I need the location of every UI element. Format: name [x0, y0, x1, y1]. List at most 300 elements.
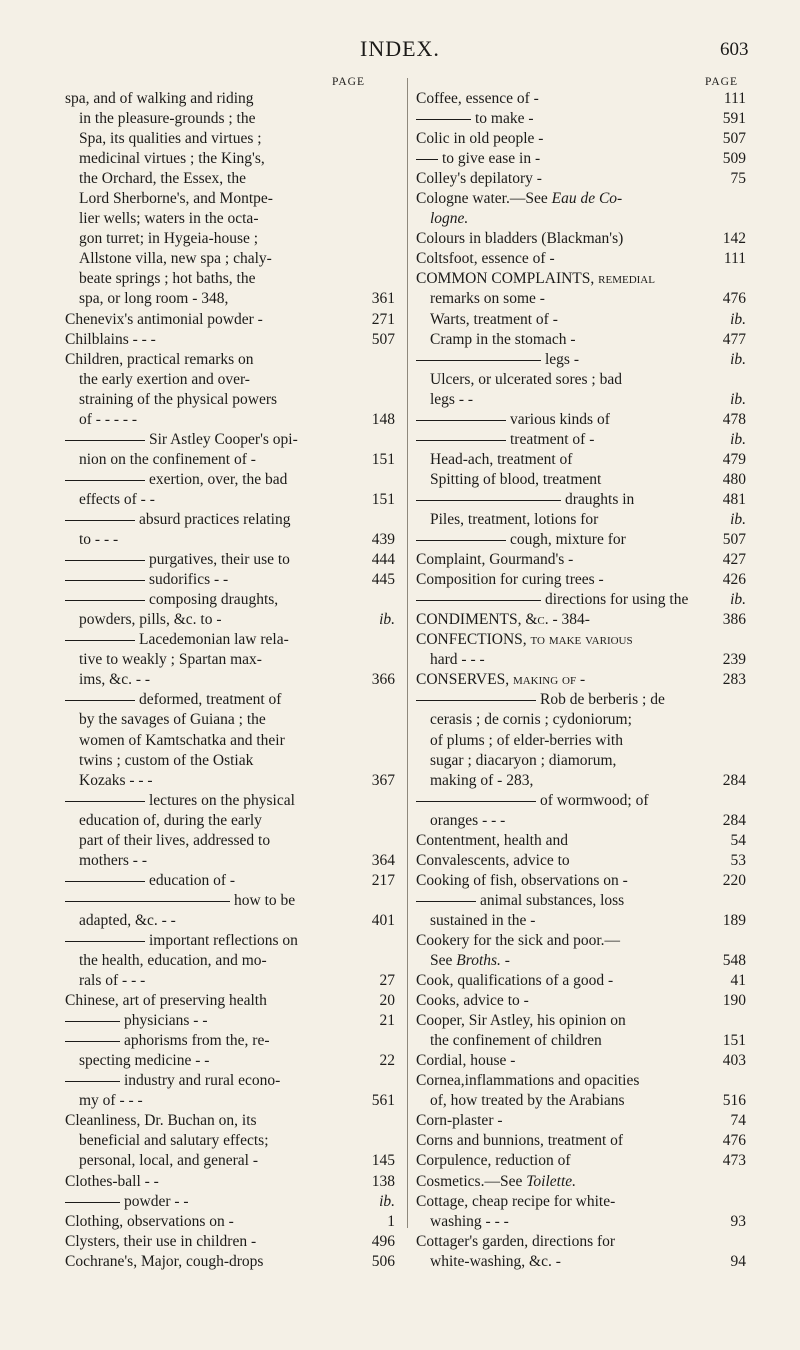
entry-text: Head-ach, treatment of — [430, 450, 573, 468]
entry-text: of - - - - - — [79, 410, 138, 428]
entry-text: Ulcers, or ulcerated sores ; bad — [430, 370, 622, 388]
entry-text: remarks on some - — [430, 290, 545, 308]
index-entry — [416, 570, 746, 590]
entry-text: industry and rural econo- — [65, 1071, 395, 1091]
index-entry — [416, 510, 746, 530]
ditto-dash — [65, 480, 145, 481]
index-entry — [416, 931, 746, 951]
entry-page: 445 — [371, 571, 395, 589]
entry-text: various kinds of — [416, 410, 690, 430]
ditto-dash — [65, 700, 135, 701]
index-entry — [65, 1071, 395, 1091]
entry-text: CONFECTIONS, to make various — [416, 631, 633, 649]
ditto-dash — [65, 901, 230, 902]
entry-text: Rob de berberis ; de — [416, 690, 746, 710]
entry-text: to - - - — [79, 531, 119, 549]
entry-page: 190 — [722, 992, 746, 1010]
entry-page: 480 — [722, 470, 746, 488]
index-entry — [416, 951, 746, 971]
ditto-dash — [65, 560, 145, 561]
entry-page: 473 — [722, 1152, 746, 1170]
index-entry — [416, 1212, 746, 1232]
index-entry — [65, 149, 395, 169]
entry-page: 426 — [722, 571, 746, 589]
entry-page: 21 — [379, 1012, 395, 1030]
index-entry — [416, 470, 746, 490]
index-entry — [65, 570, 395, 590]
index-entry — [416, 771, 746, 791]
entry-page: 111 — [723, 90, 746, 107]
index-entry — [65, 971, 395, 991]
entry-page: 401 — [371, 911, 395, 929]
index-entry — [416, 811, 746, 831]
ditto-dash — [65, 1021, 120, 1022]
entry-text: Corn-plaster - — [416, 1112, 503, 1130]
entry-text: effects of - - — [79, 490, 155, 508]
ditto-dash — [416, 360, 541, 361]
entry-text: making of - 283, — [430, 771, 534, 789]
page-title: INDEX. — [360, 36, 440, 61]
index-entry — [65, 630, 395, 650]
entry-text: cerasis ; de cornis ; cydoniorum; — [430, 711, 632, 729]
entry-text: Spa, its qualities and virtues ; — [79, 130, 262, 148]
entry-page: 507 — [722, 130, 746, 148]
index-entry — [416, 310, 746, 330]
entry-text: in the pleasure-grounds ; the — [79, 110, 256, 128]
index-entry — [65, 851, 395, 871]
entry-text: ims, &c. - - — [79, 671, 151, 689]
entry-text: rals of - - - — [79, 972, 146, 990]
index-entry — [416, 971, 746, 991]
ditto-dash — [416, 420, 506, 421]
entry-page: 496 — [371, 1232, 395, 1250]
index-entry — [416, 1031, 746, 1051]
index-entry — [416, 1252, 746, 1272]
index-entry — [416, 851, 746, 871]
index-entry — [65, 771, 395, 791]
index-column-left — [65, 75, 395, 1272]
ditto-dash — [416, 440, 506, 441]
index-entry — [65, 1051, 395, 1071]
index-entry — [65, 931, 395, 951]
entry-page: 151 — [371, 450, 395, 468]
index-entry — [65, 109, 395, 129]
entry-text: Cramp in the stomach - — [430, 330, 576, 348]
entry-text: Colours in bladders (Blackman's) — [416, 230, 624, 248]
entry-text: washing - - - — [430, 1212, 509, 1230]
entry-text: women of Kamtschatka and their — [79, 731, 285, 749]
index-entry — [65, 450, 395, 470]
index-entry — [416, 289, 746, 309]
entry-page: 507 — [371, 330, 395, 348]
entry-page: 476 — [722, 290, 746, 308]
entry-text: CONDIMENTS, &c. - 384- — [416, 611, 590, 629]
entry-page: 591 — [722, 110, 746, 128]
entry-text: straining of the physical powers — [79, 390, 278, 408]
index-entry — [65, 1192, 395, 1212]
entry-text: Cochrane's, Major, cough-drops — [65, 1252, 264, 1270]
index-entry — [416, 690, 746, 710]
index-entry — [416, 891, 746, 911]
entry-text: Kozaks - - - — [79, 771, 153, 789]
entry-page: 54 — [730, 831, 746, 849]
entry-page: 516 — [722, 1092, 746, 1110]
index-entry — [65, 871, 395, 891]
ditto-dash — [65, 801, 145, 802]
entry-text: the health, education, and mo- — [79, 952, 267, 970]
column-page-label: PAGE — [705, 76, 738, 88]
ditto-dash — [65, 941, 145, 942]
entry-text: Clothing, observations on - — [65, 1212, 234, 1230]
index-entry — [416, 550, 746, 570]
entry-text: spa, and of walking and riding — [65, 90, 254, 107]
index-entry — [65, 390, 395, 410]
index-entry — [416, 1131, 746, 1151]
entry-text: my of - - - — [79, 1092, 143, 1110]
entry-page: 439 — [371, 531, 395, 549]
index-entry — [416, 731, 746, 751]
entry-text: Cook, qualifications of a good - — [416, 972, 614, 990]
index-entry — [416, 129, 746, 149]
entry-page: 94 — [730, 1252, 746, 1270]
entry-page: 27 — [379, 972, 395, 990]
index-entry — [416, 330, 746, 350]
index-entry — [65, 1151, 395, 1171]
index-entry — [65, 1031, 395, 1051]
index-entry — [65, 1111, 395, 1131]
index-entry — [65, 831, 395, 851]
index-entry — [416, 630, 746, 650]
ditto-dash — [65, 1041, 120, 1042]
ditto-dash — [65, 600, 145, 601]
index-entry — [65, 289, 395, 309]
index-entry — [65, 129, 395, 149]
index-entry — [65, 510, 395, 530]
entry-page: 151 — [371, 490, 395, 508]
entry-text: directions for using the — [416, 590, 690, 610]
index-entry — [416, 751, 746, 771]
index-entry — [65, 1131, 395, 1151]
entry-text: how to be — [65, 891, 395, 911]
entry-text: Spitting of blood, treatment — [430, 470, 602, 488]
index-entry — [416, 390, 746, 410]
index-entry — [65, 490, 395, 510]
index-entry — [416, 871, 746, 891]
entry-page: 506 — [371, 1252, 395, 1270]
entry-page: ib. — [379, 611, 395, 629]
entry-text: Warts, treatment of - — [430, 310, 558, 328]
entry-text: Chenevix's antimonial powder - — [65, 310, 263, 328]
ditto-dash — [65, 1081, 120, 1082]
entry-text: part of their lives, addressed to — [79, 831, 271, 849]
entry-text: Cookery for the sick and poor.— — [416, 931, 621, 949]
entry-text: oranges - - - — [430, 811, 506, 829]
index-entry — [65, 269, 395, 289]
entry-page: 284 — [722, 771, 746, 789]
index-entry — [416, 1192, 746, 1212]
index-entry — [65, 590, 395, 610]
ditto-dash — [65, 440, 145, 441]
entry-page: 53 — [730, 851, 746, 869]
index-entry — [65, 330, 395, 350]
index-entry — [65, 209, 395, 229]
page-header — [0, 20, 800, 60]
index-entry — [416, 1011, 746, 1031]
entry-text: powder - - — [65, 1192, 345, 1212]
entry-page: ib. — [730, 390, 746, 408]
entry-text: treatment of - — [416, 430, 690, 450]
entry-page: ib. — [379, 1192, 395, 1210]
index-entry — [416, 209, 746, 229]
entry-page: 284 — [722, 811, 746, 829]
entry-text: logne. — [430, 210, 469, 228]
index-entry — [65, 350, 395, 370]
entry-text: Coffee, essence of - — [416, 90, 539, 107]
entry-text: Clysters, their use in children - — [65, 1232, 257, 1250]
index-entry — [416, 490, 746, 510]
entry-page: 561 — [371, 1092, 395, 1110]
entry-page: 22 — [379, 1052, 395, 1070]
index-entry — [416, 350, 746, 370]
entry-text: of plums ; of elder-berries with — [430, 731, 623, 749]
entry-page: 478 — [722, 410, 746, 428]
entry-page: 239 — [722, 651, 746, 669]
index-entry — [416, 1071, 746, 1091]
entry-text: sustained in the - — [430, 911, 536, 929]
entry-text: adapted, &c. - - — [79, 911, 176, 929]
entry-page: 386 — [722, 611, 746, 629]
entry-page: 145 — [371, 1152, 395, 1170]
index-entry — [416, 109, 746, 129]
entry-text: Cooper, Sir Astley, his opinion on — [416, 1012, 626, 1030]
entry-text: personal, local, and general - — [79, 1152, 259, 1170]
index-entry — [65, 189, 395, 209]
index-entry — [65, 791, 395, 811]
index-entry — [416, 269, 746, 289]
entry-text: specting medicine - - — [79, 1052, 210, 1070]
ditto-dash — [416, 600, 541, 601]
entry-text: gon turret; in Hygeia-house ; — [79, 230, 259, 248]
index-entry — [416, 1232, 746, 1252]
index-entry — [65, 610, 395, 630]
entry-text: the confinement of children — [430, 1032, 602, 1050]
index-entry — [65, 530, 395, 550]
index-entry — [416, 530, 746, 550]
entry-text: draughts in — [416, 490, 690, 510]
entry-page: 427 — [722, 551, 746, 569]
index-entry — [65, 991, 395, 1011]
entry-page: 1 — [387, 1212, 395, 1230]
ditto-dash — [65, 881, 145, 882]
index-entry — [65, 1232, 395, 1252]
entry-text: twins ; custom of the Ostiak — [79, 751, 254, 769]
entry-text: composing draughts, — [65, 590, 395, 610]
entry-text: See Broths. - — [430, 952, 510, 970]
ditto-dash — [416, 801, 536, 802]
entry-page: ib. — [730, 350, 746, 368]
ditto-dash — [416, 540, 506, 541]
column-page-label: PAGE — [332, 76, 365, 88]
entry-text: Cornea,inflammations and opacities — [416, 1072, 640, 1090]
entry-page: 481 — [722, 490, 746, 508]
ditto-dash — [416, 500, 561, 501]
entry-page: 509 — [722, 150, 746, 168]
index-entry — [65, 710, 395, 730]
entry-text: the early exertion and over- — [79, 370, 250, 388]
entry-text: Cleanliness, Dr. Buchan on, its — [65, 1112, 257, 1130]
entry-text: Contentment, health and — [416, 831, 568, 849]
entry-text: lectures on the physical — [65, 791, 395, 811]
index-entry — [65, 1011, 395, 1031]
entry-page: 75 — [730, 170, 746, 188]
entry-page: ib. — [730, 591, 746, 609]
entry-text: important reflections on — [65, 931, 395, 951]
entry-text: Piles, treatment, lotions for — [430, 510, 599, 528]
index-entry — [416, 89, 746, 109]
ditto-dash — [416, 159, 438, 160]
entry-text: aphorisms from the, re- — [65, 1031, 395, 1051]
entry-page: 151 — [722, 1032, 746, 1050]
entry-text: Convalescents, advice to — [416, 851, 570, 869]
index-entry — [416, 450, 746, 470]
entry-text: cough, mixture for — [416, 530, 690, 550]
entry-page: 366 — [371, 671, 395, 689]
index-entry — [416, 991, 746, 1011]
index-entry — [65, 1252, 395, 1272]
entry-text: to give ease in - — [416, 149, 690, 169]
index-entry — [416, 911, 746, 931]
entry-text: CONSERVES, making of - — [416, 671, 586, 689]
index-entry — [65, 811, 395, 831]
entry-text: Colic in old people - — [416, 130, 544, 148]
ditto-dash — [65, 640, 135, 641]
page-number: 603 — [720, 39, 749, 60]
entry-text: powders, pills, &c. to - — [79, 611, 222, 629]
entry-text: Corpulence, reduction of — [416, 1152, 571, 1170]
index-entry — [416, 650, 746, 670]
index-entry — [65, 370, 395, 390]
entry-text: physicians - - — [65, 1011, 345, 1031]
entry-page: 283 — [722, 671, 746, 689]
entry-page: 142 — [722, 230, 746, 248]
ditto-dash — [65, 520, 135, 521]
entry-page: 364 — [371, 851, 395, 869]
index-entry — [65, 430, 395, 450]
entry-page: 93 — [730, 1212, 746, 1230]
entry-text: Cordial, house - — [416, 1052, 516, 1070]
index-entry — [416, 590, 746, 610]
entry-page: 74 — [730, 1112, 746, 1130]
entry-text: deformed, treatment of — [65, 690, 395, 710]
entry-page: 148 — [371, 410, 395, 428]
index-entry — [65, 650, 395, 670]
entry-text: mothers - - — [79, 851, 148, 869]
index-entry — [65, 690, 395, 710]
index-entry — [416, 670, 746, 690]
entry-text: Cooking of fish, observations on - — [416, 871, 628, 889]
index-entry — [65, 891, 395, 911]
ditto-dash — [416, 901, 476, 902]
index-entry — [416, 229, 746, 249]
index-entry — [416, 169, 746, 189]
entry-text: Cosmetics.—See Toilette. — [416, 1172, 577, 1190]
index-entry — [416, 370, 746, 390]
entry-text: by the savages of Guiana ; the — [79, 711, 266, 729]
entry-text: Cottage, cheap recipe for white- — [416, 1192, 616, 1210]
entry-text: Chilblains - - - — [65, 330, 156, 348]
column-divider — [407, 78, 408, 1228]
entry-text: white-washing, &c. - — [430, 1252, 561, 1270]
entry-page: 476 — [722, 1132, 746, 1150]
entry-text: Lacedemonian law rela- — [65, 630, 395, 650]
index-entry — [65, 89, 395, 109]
entry-text: sugar ; diacaryon ; diamorum, — [430, 751, 617, 769]
entry-text: to make - — [416, 109, 690, 129]
index-entry — [65, 751, 395, 771]
index-entry — [65, 470, 395, 490]
entry-text: Coltsfoot, essence of - — [416, 250, 555, 268]
entry-text: of, how treated by the Arabians — [430, 1092, 625, 1110]
entry-text: Composition for curing trees - — [416, 571, 604, 589]
entry-page: ib. — [730, 310, 746, 328]
entry-text: the Orchard, the Essex, the — [79, 170, 246, 188]
index-entry — [416, 249, 746, 269]
index-entry — [65, 169, 395, 189]
entry-text: Clothes-ball - - — [65, 1172, 159, 1190]
index-entry — [65, 670, 395, 690]
index-entry — [65, 310, 395, 330]
index-entry — [416, 610, 746, 630]
ditto-dash — [65, 580, 145, 581]
entry-page: 548 — [722, 952, 746, 970]
index-entry — [65, 550, 395, 570]
entry-page: 189 — [722, 911, 746, 929]
index-entry — [416, 189, 746, 209]
index-entry — [416, 1091, 746, 1111]
index-entry — [416, 791, 746, 811]
index-entry — [65, 911, 395, 931]
index-entry — [65, 951, 395, 971]
index-entry — [416, 410, 746, 430]
entry-page: ib. — [730, 430, 746, 448]
entry-text: legs - - — [430, 390, 474, 408]
entry-text: Cologne water.—See Eau de Co- — [416, 190, 623, 208]
index-entry — [65, 1091, 395, 1111]
entry-text: tive to weakly ; Spartan max- — [79, 651, 262, 669]
entry-text: COMMON COMPLAINTS, remedial — [416, 270, 655, 288]
entry-text: nion on the confinement of - — [79, 450, 256, 468]
entry-page: 477 — [722, 330, 746, 348]
index-entry — [416, 1172, 746, 1192]
index-entry — [416, 1151, 746, 1171]
index-entry — [65, 1172, 395, 1192]
entry-text: Sir Astley Cooper's opi- — [65, 430, 395, 450]
index-entry — [65, 249, 395, 269]
entry-text: beate springs ; hot baths, the — [79, 270, 256, 288]
entry-page: 20 — [379, 992, 395, 1010]
entry-text: medicinal virtues ; the King's, — [79, 150, 265, 168]
entry-text: Allstone villa, new spa ; chaly- — [79, 250, 272, 268]
entry-text: Corns and bunnions, treatment of — [416, 1132, 624, 1150]
index-entry — [65, 410, 395, 430]
entry-text: absurd practices relating — [65, 510, 395, 530]
entry-page: 479 — [722, 450, 746, 468]
ditto-dash — [416, 119, 471, 120]
entry-text: animal substances, loss — [416, 891, 746, 911]
entry-text: Lord Sherborne's, and Montpe- — [79, 190, 273, 208]
ditto-dash — [416, 700, 536, 701]
index-entry — [416, 831, 746, 851]
